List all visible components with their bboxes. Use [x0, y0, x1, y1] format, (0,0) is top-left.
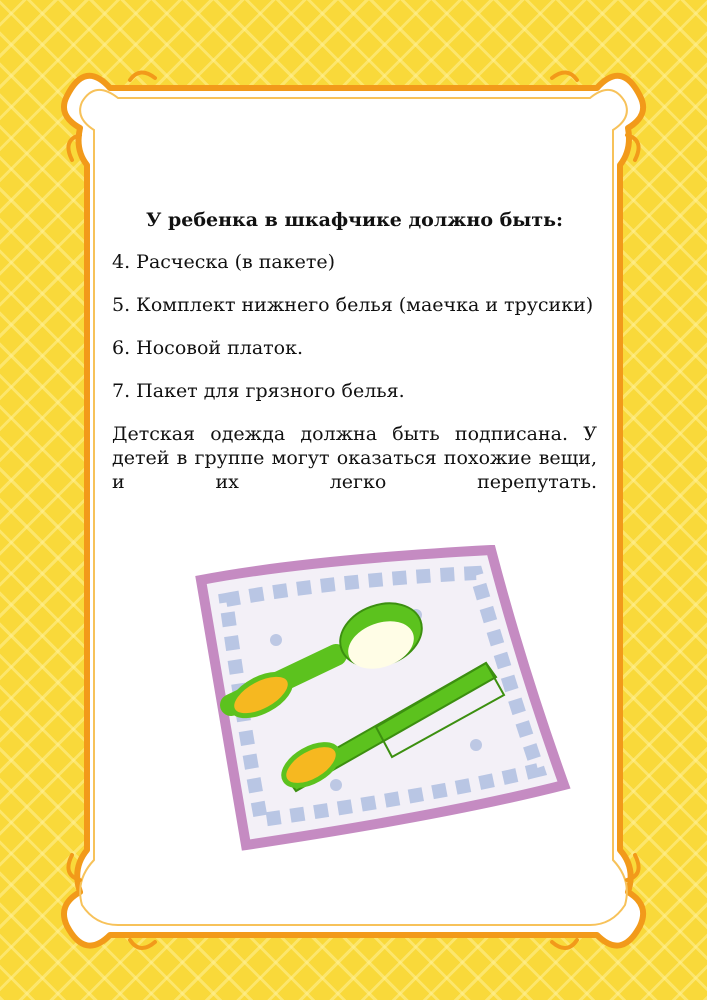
list-item: 7. Пакет для грязного белья. [112, 380, 405, 402]
list-item: 5. Комплект нижнего белья (маечка и трусики) [112, 294, 594, 316]
handkerchief-brush-comb-illustration [186, 545, 571, 865]
list-item: 6. Носовой платок. [112, 337, 304, 359]
page-heading: У ребенка в шкафчике должно быть: [145, 209, 564, 231]
text-content [112, 208, 597, 494]
list-item: 4. Расческа (в пакете) [112, 251, 336, 273]
note-paragraph: Детская одежда должна быть подписана. У детей в группе могут оказаться похожие вещи, и их легко перепутать. [112, 423, 597, 493]
